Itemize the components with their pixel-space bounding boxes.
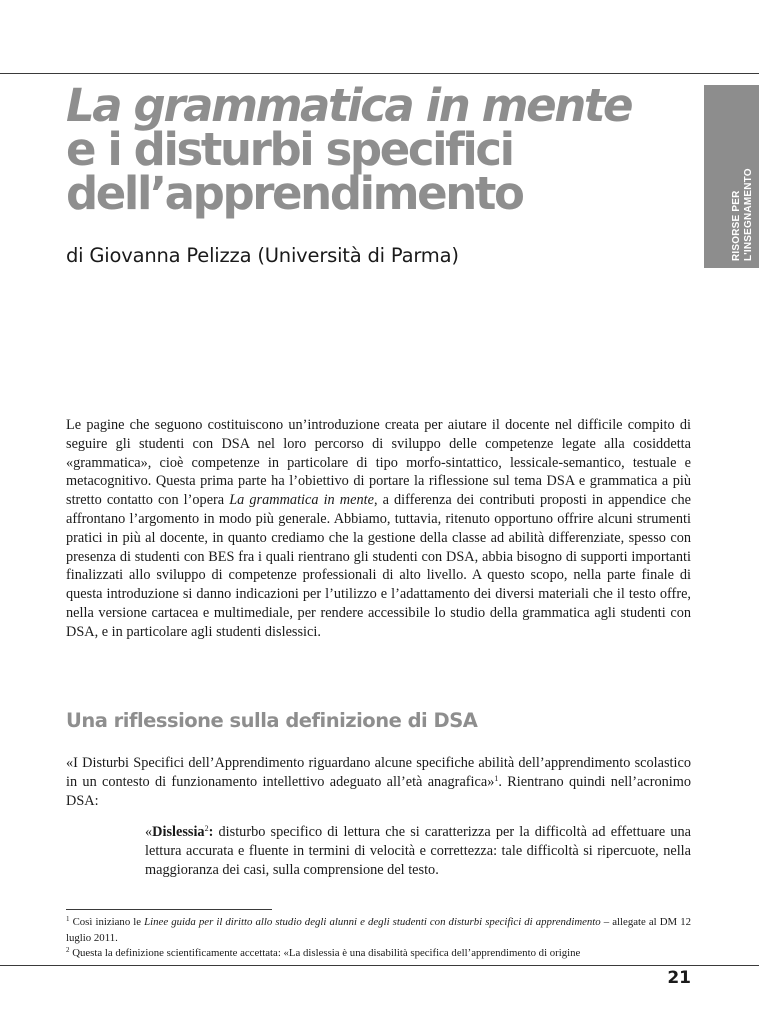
- title-line-2: e i disturbi specifici: [66, 123, 513, 176]
- footnote-1-text-a: Così iniziano le: [69, 916, 145, 928]
- side-tab-label: [731, 91, 755, 261]
- footnote-2: [66, 946, 691, 962]
- footnote-1-number: 1: [66, 915, 70, 923]
- footnote-2-text: Questa la definizione scientificamente accettata: «La dislessia è una disabilità specifica dell’apprendimento di origine: [69, 947, 581, 959]
- def-colon: :: [208, 824, 214, 840]
- title-line-1: La grammatica in mente: [66, 79, 632, 132]
- page-title: [66, 79, 686, 220]
- section-heading: Una riflessione sulla definizione di DSA: [66, 709, 478, 732]
- footnote-1: [66, 915, 691, 946]
- intro-text-1: Le pagine che seguono costituiscono un’introduzione creata per aiutare il docente nel difficile compito di seguire gli studenti con DSA nel loro percorso di sviluppo delle competenze legate alla cosiddetta «grammatica», cioè competenze in particolare di tipo morfo-sintattico, lessicale-semantico, testuale e metacognitivo. Questa prima parte ha l’obiettivo di portare la riflessione sul tema DSA e grammatica a più stretto contatto con l’opera: [66, 417, 691, 509]
- footnote-ref-1[interactable]: 1: [494, 773, 499, 783]
- quote-tail: . Rientrano quindi nell’acronimo DSA:: [66, 773, 691, 809]
- intro-paragraph: [66, 416, 691, 642]
- intro-book-title: La grammatica in mente: [229, 492, 374, 509]
- bottom-rule: [0, 965, 759, 966]
- footnote-rule: [66, 909, 272, 910]
- author-line: di Giovanna Pelizza (Università di Parma): [66, 244, 459, 267]
- footnote-2-number: 2: [66, 946, 70, 954]
- side-tab-line-2: L'INSEGNAMENTO: [743, 168, 754, 261]
- quote-text: «I Disturbi Specifici dell’Apprendimento riguardano alcune specifiche abilità dell’apprendimento scolastico in un contesto di funzionamento intellettivo adeguato all’età anagrafica»: [66, 755, 691, 790]
- definition-quote: [66, 754, 691, 810]
- footnote-1-italic: Linee guida per il diritto allo studio degli alunni e degli studenti con disturbi specifici di apprendimento: [144, 916, 601, 928]
- section-side-tab: [704, 85, 759, 268]
- footnote-ref-2[interactable]: 2: [204, 824, 209, 833]
- def-open-quote: «: [145, 824, 153, 840]
- intro-text-2: , a differenza dei contributi proposti in appendice che affrontano l’argomento in modo più generale. Abbiamo, tuttavia, ritenuto opportuno offrire alcuni strumenti pratici in più al docente, in quanto crediamo che la gestione della classe ad abilità differenziate, spesso con presenza di studenti con BES fra i quali rientrano gli studenti con DSA, abbia bisogno di supporti importanti finalizzati allo sviluppo di competenze professionali di alto livello. A questo scopo, nella parte finale di questa introduzione si danno indicazioni per l’utilizzo e l’adattamento dei diversi materiali che il testo offre, nella versione cartacea e multimediale, per rendere accessibile lo studio della grammatica agli studenti con DSA, e in particolare agli studenti dislessici.: [66, 492, 691, 640]
- def-text: disturbo specifico di lettura che si caratterizza per la difficoltà ad effettuare una lettura accurata e fluente in termini di velocità e correttezza: tale difficoltà si ripercuote, nella maggioranza dei casi, sulla comprensione del testo.: [145, 824, 691, 878]
- def-term: Dislessia: [152, 824, 205, 840]
- dislessia-definition: [145, 823, 691, 879]
- page-number: 21: [667, 968, 691, 988]
- title-line-3: dell’apprendimento: [66, 167, 523, 220]
- footnote-1-text-b: – allegate al DM 12 luglio 2011.: [66, 916, 691, 944]
- footnotes: [66, 915, 691, 962]
- top-rule: [0, 73, 759, 74]
- side-tab-line-1: RISORSE PER: [731, 190, 742, 261]
